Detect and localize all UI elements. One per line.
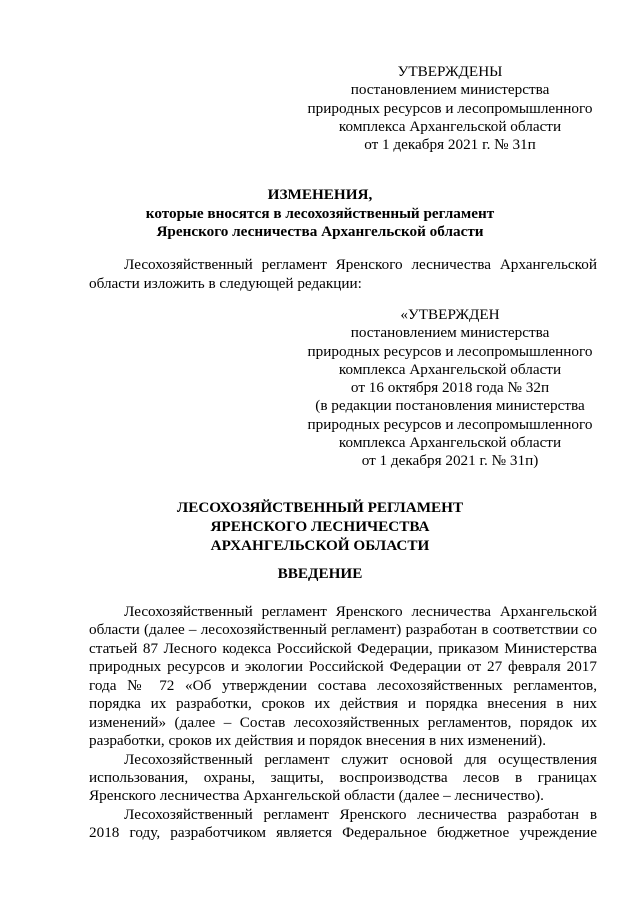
- approval-line: от 16 октября 2018 года № 32п: [350, 379, 550, 397]
- approval-line: комплекса Архангельской области: [338, 360, 562, 378]
- body-line: природных ресурсов и экологии Российской Федерации от 27 февраля 2017: [89, 658, 597, 676]
- body-line: 2018 году, разработчиком является Федеральное бюджетное учреждение: [89, 824, 597, 842]
- approval-line: от 1 декабря 2021 г. № 31п: [364, 136, 536, 154]
- body-line: использования, охраны, защиты, воспроизводства лесов в границах: [89, 768, 597, 786]
- changes-title: ИЗМЕНЕНИЯ,: [267, 186, 373, 203]
- introduction-title: ВВЕДЕНИЕ: [277, 565, 363, 582]
- approval-line: природных ресурсов и лесопромышленного: [307, 342, 593, 360]
- approval-line: «УТВЕРЖДЕН: [400, 306, 500, 323]
- body-text: [89, 603, 597, 843]
- regulation-heading: [0, 498, 640, 555]
- regulation-title: ЯРЕНСКОГО ЛЕСНИЧЕСТВА: [210, 518, 430, 535]
- changes-heading: [0, 186, 640, 242]
- approval-line: УТВЕРЖДЕНЫ: [397, 63, 503, 80]
- body-line: порядка их разработки, сроков их действия и порядка внесения в них: [89, 695, 597, 713]
- body-line: Лесохозяйственный регламент Яренского лесничества Архангельской: [124, 603, 597, 620]
- approval-stamp-top: [300, 63, 600, 154]
- approval-line: природных ресурсов и лесопромышленного: [307, 99, 593, 117]
- regulation-title: АРХАНГЕЛЬСКОЙ ОБЛАСТИ: [210, 537, 430, 554]
- approval-line: постановлением министерства: [350, 324, 550, 342]
- intro-line: Лесохозяйственный регламент Яренского лесничества Архангельской: [124, 256, 597, 273]
- body-line: статьей 87 Лесного кодекса Российской Федерации, приказом Министерства: [89, 639, 597, 657]
- approval-line: комплекса Архангельской области: [338, 117, 562, 135]
- body-line: изменений» (далее – Состав лесохозяйственных регламентов, порядок их: [89, 713, 597, 731]
- regulation-title: ЛЕСОХОЗЯЙСТВЕННЫЙ РЕГЛАМЕНТ: [176, 499, 464, 516]
- body-line: разработки, сроков их действия и порядок внесения в них изменений).: [89, 732, 547, 750]
- body-line: Яренского лесничества Архангельской области (далее – лесничество).: [89, 787, 544, 805]
- approval-line: от 1 декабря 2021 г. № 31п): [361, 452, 539, 470]
- intro-paragraph: [89, 255, 597, 293]
- approval-line: комплекса Архангельской области: [338, 434, 562, 452]
- body-line: года № 72 «Об утверждении состава лесохозяйственных регламентов,: [89, 676, 597, 694]
- body-line: области (далее – лесохозяйственный регламент) разработан в соответствии со: [89, 621, 597, 639]
- body-line: Лесохозяйственный регламент служит основой для осуществления: [124, 750, 597, 768]
- changes-subtitle: которые вносятся в лесохозяйственный регламент: [145, 204, 495, 222]
- approval-stamp-inner: [300, 306, 600, 471]
- changes-subtitle: Яренского лесничества Архангельской области: [156, 223, 484, 240]
- approval-line: природных ресурсов и лесопромышленного: [307, 415, 593, 433]
- approval-line: (в редакции постановления министерства: [315, 397, 585, 415]
- intro-line: области изложить в следующей редакции:: [89, 275, 362, 292]
- approval-line: постановлением министерства: [350, 81, 550, 99]
- body-line: Лесохозяйственный регламент Яренского лесничества разработан в: [124, 805, 597, 823]
